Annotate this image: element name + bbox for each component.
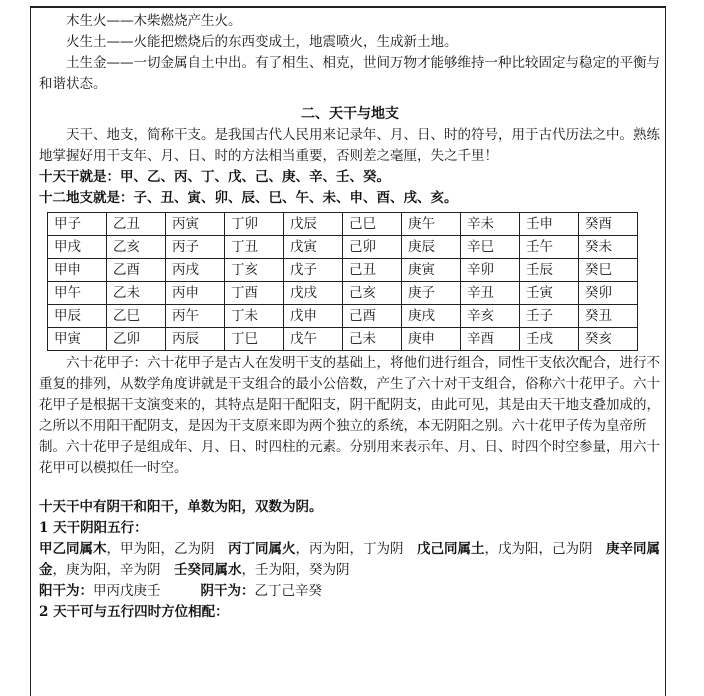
intro-paragraph: 天干、地支，简称干支。是我国古代人民用来记录年、月、日、时的符号，用于古代历法之中。熟练地掌握好用干支年、月、日、时的方法相当重要，否则差之毫厘，失之千里！ (39, 127, 660, 164)
table-cell: 辛亥 (461, 305, 520, 328)
table-cell: 壬午 (520, 236, 579, 259)
wuxing-group-label: 丙丁同属火 (228, 541, 296, 557)
table-cell: 丁酉 (225, 282, 284, 305)
table-cell: 癸巳 (579, 259, 638, 282)
document-page (30, 6, 666, 696)
table-cell: 乙巳 (107, 305, 166, 328)
jiazi-table (47, 212, 638, 351)
table-cell: 庚戌 (402, 305, 461, 328)
table-cell: 丙戌 (166, 259, 225, 282)
table-cell: 己卯 (343, 236, 402, 259)
table-cell: 庚辰 (402, 236, 461, 259)
table-row (48, 305, 638, 328)
table-row (48, 328, 638, 351)
intro-line-3: 土生金——一切金属自土中出。有了相生、相克，世间万物才能够维持一种比较固定与稳定的平衡与和谐状态。 (39, 55, 660, 92)
table-cell: 癸酉 (579, 213, 638, 236)
yang-label: 阳干为： (39, 583, 93, 599)
table-cell: 戊午 (284, 328, 343, 351)
table-cell: 癸丑 (579, 305, 638, 328)
table-cell: 丙寅 (166, 213, 225, 236)
table-cell: 乙酉 (107, 259, 166, 282)
tiangan-line: 十天干就是：甲、乙、丙、丁、戊、己、庚、辛、壬、癸。 (39, 169, 390, 185)
table-cell: 己酉 (343, 305, 402, 328)
table-cell: 壬辰 (520, 259, 579, 282)
wuxing-group-text: ，甲为阳，乙为阴 (106, 541, 228, 557)
table-cell: 壬申 (520, 213, 579, 236)
table-cell: 丁未 (225, 305, 284, 328)
wuxing-group-label: 庚辛同属金 (39, 541, 660, 578)
table-row (48, 236, 638, 259)
wuxing-group-label: 甲乙同属木 (39, 541, 107, 557)
table-cell: 甲辰 (48, 305, 107, 328)
subhead-2: 2 天干可与五行四时方位相配： (39, 604, 229, 620)
table-cell: 庚午 (402, 213, 461, 236)
table-cell: 癸亥 (579, 328, 638, 351)
table-cell: 丙午 (166, 305, 225, 328)
subhead-1: 1 天干阴阳五行： (39, 520, 148, 536)
wuxing-group-text: ，丙为阳，丁为阴 (295, 541, 417, 557)
table-cell: 丁卯 (225, 213, 284, 236)
table-cell: 乙未 (107, 282, 166, 305)
yin-label: 阴干为： (200, 583, 255, 599)
table-cell: 丁丑 (225, 236, 284, 259)
wuxing-group-text: ，壬为阳，癸为阴 (241, 562, 350, 578)
table-cell: 己亥 (343, 282, 402, 305)
wuxing-paragraph (39, 539, 661, 581)
section-heading: 二、天干与地支 (301, 106, 399, 122)
table-cell: 戊申 (284, 305, 343, 328)
wuxing-group-text: ，戊为阳，己为阴 (484, 541, 606, 557)
wuxing-group-text: ，庚为阳，辛为阴 (52, 562, 174, 578)
page-content (39, 11, 661, 623)
table-cell: 戊戌 (284, 282, 343, 305)
table-cell: 庚申 (402, 328, 461, 351)
table-cell: 辛酉 (461, 328, 520, 351)
table-cell: 癸未 (579, 236, 638, 259)
top-border (31, 7, 665, 8)
table-cell: 戊子 (284, 259, 343, 282)
table-row (48, 259, 638, 282)
table-cell: 甲子 (48, 213, 107, 236)
table-cell: 甲寅 (48, 328, 107, 351)
intro-line-1: 木生火——木柴燃烧产生火。 (66, 13, 242, 29)
table-cell: 乙亥 (107, 236, 166, 259)
table-cell: 丁巳 (225, 328, 284, 351)
intro-line-2: 火生土——火能把燃烧后的东西变成土，地震喷火，生成新土地。 (66, 34, 458, 50)
yinyang-line: 十天干中有阴干和阳干，单数为阳，双数为阴。 (39, 499, 323, 515)
wuxing-group-label: 戊己同属土 (417, 541, 485, 557)
blank-line (39, 479, 661, 497)
table-cell: 甲午 (48, 282, 107, 305)
table-cell: 丙子 (166, 236, 225, 259)
table-cell: 辛未 (461, 213, 520, 236)
table-cell: 辛巳 (461, 236, 520, 259)
table-cell: 壬戌 (520, 328, 579, 351)
yang-value: 甲丙戊庚壬 (93, 583, 161, 599)
table-row (48, 282, 638, 305)
table-cell: 乙卯 (107, 328, 166, 351)
table-cell: 壬子 (520, 305, 579, 328)
table-cell: 辛卯 (461, 259, 520, 282)
yinyang-gan-line (39, 581, 661, 602)
table-cell: 壬寅 (520, 282, 579, 305)
table-cell: 庚子 (402, 282, 461, 305)
table-cell: 癸卯 (579, 282, 638, 305)
wuxing-group-label: 壬癸同属水 (174, 562, 242, 578)
table-cell: 己未 (343, 328, 402, 351)
table-cell: 丁亥 (225, 259, 284, 282)
table-cell: 辛丑 (461, 282, 520, 305)
table-cell: 丙辰 (166, 328, 225, 351)
yin-value: 乙丁己辛癸 (254, 583, 322, 599)
table-cell: 己丑 (343, 259, 402, 282)
table-cell: 甲戌 (48, 236, 107, 259)
table-cell: 戊辰 (284, 213, 343, 236)
table-cell: 己巳 (343, 213, 402, 236)
table-cell: 丙申 (166, 282, 225, 305)
table-cell: 乙丑 (107, 213, 166, 236)
table-row (48, 213, 638, 236)
table-cell: 戊寅 (284, 236, 343, 259)
jiazi-paragraph: 六十花甲子：六十花甲子是古人在发明干支的基础上，将他们进行组合，同性干支依次配合，进行不重复的排列，从数学角度讲就是干支组合的最小公倍数，产生了六十对干支组合，俗称六十花甲子。六十花甲子是根据干支演变来的，其特点是阳干配阳支，阴干配阴支，由此可见，其是由天干地支叠加成的，之所以不用阳干配阴支，是因为干支原来即为两个独立的系统，本无阴阳之别。六十花甲子传为皇帝所制。六十花甲子是组成年、月、日、时四柱的元素。分别用来表示年、月、日、时四个时空参量，用六十花甲可以模拟任一时空。 (39, 355, 660, 476)
dizhi-line: 十二地支就是：子、丑、寅、卯、辰、巳、午、未、申、酉、戌、亥。 (39, 190, 458, 206)
table-cell: 甲申 (48, 259, 107, 282)
table-cell: 庚寅 (402, 259, 461, 282)
